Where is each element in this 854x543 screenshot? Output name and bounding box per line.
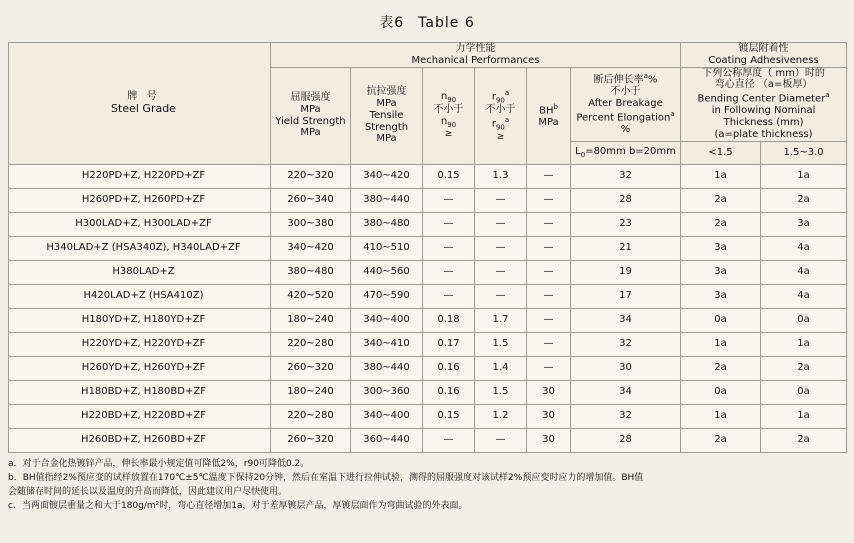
cell-tensile-strength: 440~560 — [351, 260, 423, 284]
table-row — [9, 308, 847, 332]
header-r90-sup2: a — [504, 116, 510, 125]
cell-steel-grade: H260BD+Z, H260BD+ZF — [9, 428, 271, 452]
cell-bend-1: 1a — [681, 404, 761, 428]
cell-bh: — — [527, 236, 571, 260]
cell-r90: 1.4 — [475, 356, 527, 380]
header-bend-en1 — [681, 91, 846, 105]
header-r90-sym2-letter: r — [491, 118, 496, 130]
header-bh-unit: MPa — [538, 116, 559, 128]
cell-steel-grade: H420LAD+Z (HSA410Z) — [9, 284, 271, 308]
cell-n90: — — [423, 284, 475, 308]
cell-tensile-strength: 380~440 — [351, 356, 423, 380]
header-ts-unit2: MPa — [376, 133, 397, 145]
cell-steel-grade: H180BD+Z, H180BD+ZF — [9, 380, 271, 404]
cell-r90: 1.5 — [475, 380, 527, 404]
cell-bend-1: 2a — [681, 212, 761, 236]
header-elong-en2-text: Percent Elongation — [576, 112, 671, 124]
cell-n90: — — [423, 212, 475, 236]
header-ys-unit1: MPa — [300, 103, 321, 115]
table-header — [9, 43, 847, 165]
header-elong-cn — [571, 72, 680, 86]
cell-bh: — — [527, 356, 571, 380]
cell-r90: — — [475, 284, 527, 308]
cell-bh: — — [527, 164, 571, 188]
table-row — [9, 188, 847, 212]
header-coating-cn: 镀层附着性 — [738, 43, 789, 54]
cell-n90: 0.15 — [423, 404, 475, 428]
header-ys-cn: 屈服强度 — [290, 92, 331, 104]
header-r90-geq: ≥ — [496, 131, 505, 142]
cell-bend-2: 2a — [761, 188, 847, 212]
cell-n90: — — [423, 260, 475, 284]
cell-bend-2: 1a — [761, 404, 847, 428]
header-coating-en: Coating Adhesiveness — [708, 54, 819, 66]
cell-bend-2: 4a — [761, 260, 847, 284]
header-r90-sym — [475, 89, 526, 105]
cell-elongation: 34 — [571, 308, 681, 332]
cell-bend-2: 2a — [761, 356, 847, 380]
cell-yield-strength: 260~320 — [271, 428, 351, 452]
header-r90-sub: 90 — [495, 96, 505, 105]
cell-bend-2: 2a — [761, 428, 847, 452]
header-ys-en: Yield Strength — [275, 115, 346, 127]
cell-steel-grade: H220YD+Z, H220YD+ZF — [9, 332, 271, 356]
table-row — [9, 356, 847, 380]
cell-tensile-strength: 410~510 — [351, 236, 423, 260]
cell-yield-strength: 420~520 — [271, 284, 351, 308]
cell-r90: — — [475, 212, 527, 236]
header-bh-sup: b — [553, 102, 558, 111]
cell-elongation: 32 — [571, 164, 681, 188]
cell-steel-grade: H300LAD+Z, H300LAD+ZF — [9, 212, 271, 236]
header-r90-sym-letter: r — [491, 91, 496, 103]
cell-tensile-strength: 360~440 — [351, 428, 423, 452]
table-row — [9, 332, 847, 356]
footnote-a: a．对于合金化热镀锌产品，伸长率最小规定值可降低2%，r90可降低0.2。 — [8, 458, 310, 469]
header-n90-sym2-letter: n — [440, 116, 448, 128]
cell-bend-2: 0a — [761, 380, 847, 404]
cell-bend-2: 1a — [761, 332, 847, 356]
cell-steel-grade: H180YD+Z, H180YD+ZF — [9, 308, 271, 332]
cell-tensile-strength: 340~400 — [351, 404, 423, 428]
header-n90-sub2: 90 — [447, 121, 457, 130]
cell-yield-strength: 260~340 — [271, 188, 351, 212]
cell-tensile-strength: 340~400 — [351, 308, 423, 332]
footnote-b-line1: b．BH值指经2%预应变的试样放置在170℃±5℃温度下保持20分钟，然后在室温下进行拉伸试验，测得的屈服强度对该试样2%预应变时应力的增加值。BH值 — [8, 472, 644, 483]
page-title — [8, 0, 846, 42]
cell-bend-1: 3a — [681, 284, 761, 308]
cell-r90: 1.5 — [475, 332, 527, 356]
header-n90-sub: 90 — [447, 96, 457, 105]
cell-r90: 1.7 — [475, 308, 527, 332]
cell-elongation: 19 — [571, 260, 681, 284]
header-elong-pct: % — [647, 74, 658, 86]
header-elong-sup: a — [643, 72, 648, 81]
cell-bend-2: 4a — [761, 236, 847, 260]
header-r90-sup: a — [504, 88, 510, 97]
cell-bend-1: 3a — [681, 260, 761, 284]
cell-n90: 0.18 — [423, 308, 475, 332]
header-elong-cn2: 不小于 — [610, 86, 641, 98]
cell-bend-1: 0a — [681, 380, 761, 404]
cell-bh: — — [527, 332, 571, 356]
cell-yield-strength: 180~240 — [271, 308, 351, 332]
header-row-1 — [9, 43, 847, 68]
header-elong-gauge-sub: 0 — [580, 151, 586, 160]
cell-bend-1: 3a — [681, 236, 761, 260]
cell-elongation: 32 — [571, 404, 681, 428]
header-elong-pct2: % — [620, 124, 631, 136]
cell-steel-grade: H380LAD+Z — [9, 260, 271, 284]
cell-bh: 30 — [527, 380, 571, 404]
header-ys-unit2: MPa — [300, 127, 321, 139]
header-elongation-gauge — [571, 141, 681, 164]
header-elong-cn-text: 断后伸长率 — [593, 74, 644, 86]
cell-steel-grade: H220PD+Z, H220PD+ZF — [9, 164, 271, 188]
cell-bend-1: 1a — [681, 164, 761, 188]
header-bh-sym — [527, 103, 570, 117]
cell-r90: — — [475, 236, 527, 260]
cell-steel-grade: H260YD+Z, H260YD+ZF — [9, 356, 271, 380]
cell-yield-strength: 380~480 — [271, 260, 351, 284]
cell-r90: — — [475, 428, 527, 452]
header-elongation — [571, 67, 681, 141]
header-mechanical-en: Mechanical Performances — [411, 54, 540, 66]
header-r90 — [475, 67, 527, 164]
cell-bh: — — [527, 308, 571, 332]
header-n90-geq: ≥ — [444, 129, 453, 140]
header-steel-grade-cn: 牌 号 — [127, 90, 160, 102]
table-row — [9, 260, 847, 284]
cell-elongation: 17 — [571, 284, 681, 308]
header-n90 — [423, 67, 475, 164]
cell-n90: — — [423, 236, 475, 260]
header-r90-sub2: 90 — [495, 123, 505, 132]
title-en: Table 6 — [418, 15, 475, 31]
cell-steel-grade: H260PD+Z, H260PD+ZF — [9, 188, 271, 212]
header-n90-sym — [423, 91, 474, 104]
cell-steel-grade: H220BD+Z, H220BD+ZF — [9, 404, 271, 428]
cell-tensile-strength: 380~480 — [351, 212, 423, 236]
header-bend-diameter — [681, 67, 847, 141]
cell-bend-2: 1a — [761, 164, 847, 188]
header-elong-sup2: a — [670, 110, 675, 119]
table-footnotes — [8, 458, 846, 513]
header-bh — [527, 67, 571, 164]
cell-bh: 30 — [527, 428, 571, 452]
cell-elongation: 30 — [571, 356, 681, 380]
header-bend-sup: a — [825, 91, 830, 100]
cell-bend-2: 0a — [761, 308, 847, 332]
cell-bh: — — [527, 188, 571, 212]
footnote-b-line2: 会随储存时间的延长以及温度的升高而降低，因此建议用户尽快使用。 — [8, 486, 288, 497]
header-bend-en4: (a=plate thickness) — [714, 128, 813, 140]
cell-yield-strength: 220~320 — [271, 164, 351, 188]
header-bend-en2: in Following Nominal — [711, 105, 816, 117]
header-r90-sym2 — [475, 116, 526, 132]
cell-bh: 30 — [527, 404, 571, 428]
cell-n90: — — [423, 188, 475, 212]
header-bend-col1: <1.5 — [681, 141, 761, 164]
table-row — [9, 164, 847, 188]
header-coating-adhesiveness — [681, 43, 847, 68]
cell-elongation: 28 — [571, 188, 681, 212]
cell-bh: — — [527, 260, 571, 284]
header-ts-en: Tensile — [369, 109, 404, 121]
cell-n90: 0.16 — [423, 356, 475, 380]
header-ts-cn: 抗拉强度 — [366, 86, 407, 98]
header-steel-grade-en: Steel Grade — [111, 101, 176, 115]
header-bh-sym-letter: BH — [539, 105, 554, 117]
table-row — [9, 380, 847, 404]
cell-yield-strength: 220~280 — [271, 404, 351, 428]
table-row — [9, 428, 847, 452]
header-ts-unit1: MPa — [376, 97, 397, 109]
cell-r90: 1.2 — [475, 404, 527, 428]
cell-bend-1: 0a — [681, 308, 761, 332]
header-elong-en: After Breakage — [588, 98, 663, 110]
cell-r90: — — [475, 260, 527, 284]
cell-r90: — — [475, 188, 527, 212]
cell-bend-1: 2a — [681, 428, 761, 452]
cell-bend-2: 4a — [761, 284, 847, 308]
cell-yield-strength: 300~380 — [271, 212, 351, 236]
specification-table — [8, 42, 847, 453]
cell-steel-grade: H340LAD+Z (HSA340Z), H340LAD+ZF — [9, 236, 271, 260]
footnote-c: c．当两面镀层重量之和大于180g/m²时，弯心直径增加1a，对于差厚镀层产品，厚镀层面作为弯曲试验的外表面。 — [8, 500, 468, 511]
header-r90-cn: 不小于 — [485, 104, 516, 116]
table-row — [9, 212, 847, 236]
cell-tensile-strength: 340~410 — [351, 332, 423, 356]
cell-tensile-strength: 340~420 — [351, 164, 423, 188]
header-bend-cn2: 弯心直径 （a=板厚） — [714, 79, 813, 91]
title-cn: 表6 — [379, 15, 405, 31]
header-elong-gauge-l: L — [575, 146, 581, 158]
cell-bh: — — [527, 284, 571, 308]
header-tensile-strength — [351, 67, 423, 164]
cell-bend-1: 2a — [681, 188, 761, 212]
cell-elongation: 34 — [571, 380, 681, 404]
cell-n90: 0.17 — [423, 332, 475, 356]
header-elong-en2 — [571, 110, 680, 124]
cell-bend-1: 2a — [681, 356, 761, 380]
header-mechanical-performances — [271, 43, 681, 68]
table-row — [9, 404, 847, 428]
table-body — [9, 164, 847, 452]
header-n90-sym2 — [423, 116, 474, 129]
cell-yield-strength: 260~320 — [271, 356, 351, 380]
header-ts-en2: Strength — [364, 121, 409, 133]
cell-n90: — — [423, 428, 475, 452]
header-yield-strength — [271, 67, 351, 164]
table-row — [9, 284, 847, 308]
cell-tensile-strength: 300~360 — [351, 380, 423, 404]
cell-bh: — — [527, 212, 571, 236]
header-bend-col2: 1.5~3.0 — [761, 141, 847, 164]
header-n90-cn: 不小于 — [433, 104, 464, 116]
cell-r90: 1.3 — [475, 164, 527, 188]
header-n90-sym-letter: n — [440, 91, 448, 103]
cell-n90: 0.15 — [423, 164, 475, 188]
cell-elongation: 28 — [571, 428, 681, 452]
cell-tensile-strength: 470~590 — [351, 284, 423, 308]
cell-elongation: 21 — [571, 236, 681, 260]
header-elong-gauge-rest: =80mm b=20mm — [585, 146, 676, 158]
table-row — [9, 236, 847, 260]
cell-tensile-strength: 380~440 — [351, 188, 423, 212]
cell-bend-1: 1a — [681, 332, 761, 356]
header-mechanical-cn: 力学性能 — [455, 43, 496, 54]
cell-yield-strength: 220~280 — [271, 332, 351, 356]
cell-elongation: 32 — [571, 332, 681, 356]
cell-bend-2: 3a — [761, 212, 847, 236]
cell-yield-strength: 180~240 — [271, 380, 351, 404]
header-bend-en1-text: Bending Center Diameter — [697, 93, 826, 105]
header-bend-en3: Thickness (mm) — [723, 117, 804, 129]
header-steel-grade — [9, 43, 271, 165]
cell-elongation: 23 — [571, 212, 681, 236]
header-bend-cn1: 下列公称厚度（ mm）时的 — [702, 67, 825, 79]
cell-yield-strength: 340~420 — [271, 236, 351, 260]
cell-n90: 0.16 — [423, 380, 475, 404]
